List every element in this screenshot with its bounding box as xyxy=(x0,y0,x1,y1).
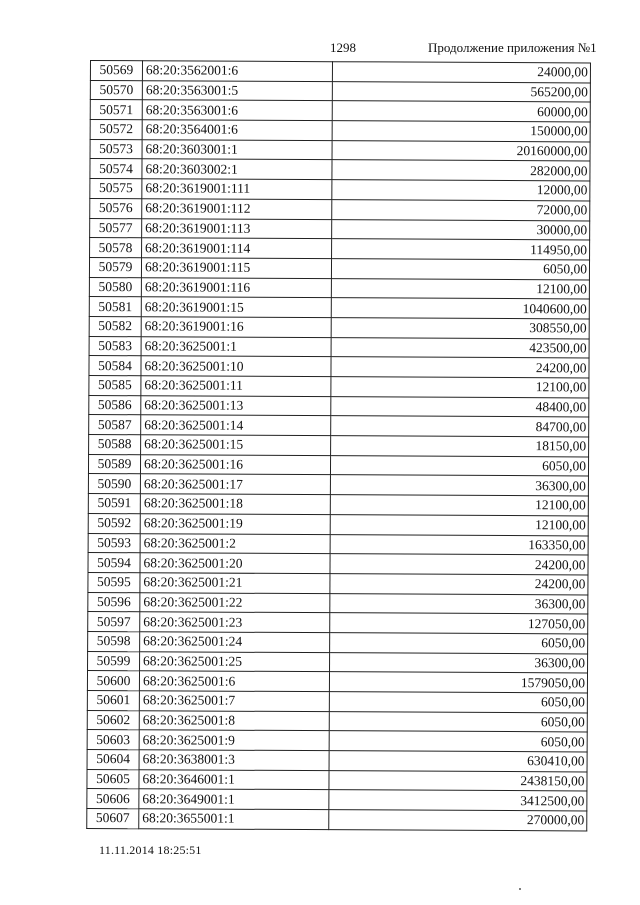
table-row xyxy=(87,690,587,712)
scan-speck xyxy=(519,888,521,890)
row-number-cell: 50586 xyxy=(89,395,141,415)
table-row xyxy=(90,238,590,260)
amount-cell: 1579050,00 xyxy=(329,672,587,693)
table-row xyxy=(90,100,590,122)
cadastral-number-cell: 68:20:3625001:9 xyxy=(139,730,329,751)
table-row xyxy=(87,809,587,831)
amount-cell: 2438150,00 xyxy=(329,770,587,791)
amount-cell: 1040600,00 xyxy=(331,298,589,319)
amount-cell: 36300,00 xyxy=(330,593,588,614)
cadastral-number-cell: 68:20:3603001:1 xyxy=(142,140,332,161)
row-number-cell: 50578 xyxy=(90,238,142,258)
cadastral-number-cell: 68:20:3625001:10 xyxy=(141,356,331,377)
cadastral-number-cell: 68:20:3625001:19 xyxy=(140,514,330,535)
cadastral-number-cell: 68:20:3625001:7 xyxy=(139,691,329,712)
cadastral-number-cell: 68:20:3619001:15 xyxy=(141,297,331,318)
cadastral-number-cell: 68:20:3638001:3 xyxy=(139,750,329,771)
table-row xyxy=(88,494,588,516)
row-number-cell: 50604 xyxy=(87,750,139,770)
cadastral-number-cell: 68:20:3625001:1 xyxy=(141,336,331,357)
amount-cell: 6050,00 xyxy=(330,633,588,654)
row-number-cell: 50597 xyxy=(88,612,140,632)
table-row xyxy=(88,513,588,535)
amount-cell: 60000,00 xyxy=(332,101,590,122)
amount-cell: 114950,00 xyxy=(332,239,590,260)
row-number-cell: 50571 xyxy=(90,100,142,120)
row-number-cell: 50599 xyxy=(88,651,140,671)
table-row xyxy=(90,80,590,102)
amount-cell: 282000,00 xyxy=(332,160,590,181)
table-row xyxy=(89,356,589,378)
cadastral-number-cell: 68:20:3625001:21 xyxy=(140,573,330,594)
amount-cell: 24200,00 xyxy=(330,554,588,575)
amount-cell: 150000,00 xyxy=(332,121,590,142)
row-number-cell: 50572 xyxy=(90,120,142,140)
amount-cell: 6050,00 xyxy=(329,731,587,752)
row-number-cell: 50592 xyxy=(88,513,140,533)
row-number-cell: 50579 xyxy=(89,257,141,277)
table-row xyxy=(87,671,587,693)
row-number-cell: 50596 xyxy=(88,592,140,612)
amount-cell: 48400,00 xyxy=(331,396,589,417)
cadastral-number-cell: 68:20:3649001:1 xyxy=(139,789,329,810)
row-number-cell: 50570 xyxy=(90,80,142,100)
row-number-cell: 50569 xyxy=(90,61,142,81)
table-row xyxy=(90,159,590,181)
row-number-cell: 50589 xyxy=(88,454,140,474)
cadastral-number-cell: 68:20:3625001:11 xyxy=(141,376,331,397)
row-number-cell: 50573 xyxy=(90,139,142,159)
table-row xyxy=(88,572,588,594)
table-row xyxy=(88,474,588,496)
row-number-cell: 50605 xyxy=(87,769,139,789)
amount-cell: 308550,00 xyxy=(331,318,589,339)
table-row xyxy=(89,297,589,319)
table-row xyxy=(87,769,587,791)
amount-cell: 12100,00 xyxy=(330,495,588,516)
row-number-cell: 50574 xyxy=(90,159,142,179)
row-number-cell: 50601 xyxy=(87,690,139,710)
amount-cell: 6050,00 xyxy=(330,455,588,476)
amount-cell: 24200,00 xyxy=(330,574,588,595)
cadastral-number-cell: 68:20:3603002:1 xyxy=(142,159,332,180)
row-number-cell: 50607 xyxy=(87,809,139,829)
table-row xyxy=(88,612,588,634)
table-row xyxy=(89,435,589,457)
table-row xyxy=(88,454,588,476)
amount-cell: 6050,00 xyxy=(329,711,587,732)
table-row xyxy=(88,651,588,673)
table-row xyxy=(90,218,590,240)
table-row xyxy=(90,198,590,220)
table-row xyxy=(87,730,587,752)
amount-cell: 3412500,00 xyxy=(329,790,587,811)
table-row xyxy=(89,395,589,417)
row-number-cell: 50600 xyxy=(87,671,139,691)
cadastral-number-cell: 68:20:3625001:22 xyxy=(140,592,330,613)
cadastral-number-cell: 68:20:3625001:18 xyxy=(140,494,330,515)
row-number-cell: 50588 xyxy=(89,435,141,455)
cadastral-number-cell: 68:20:3625001:2 xyxy=(140,533,330,554)
row-number-cell: 50580 xyxy=(89,277,141,297)
cadastral-number-cell: 68:20:3625001:6 xyxy=(139,671,329,692)
row-number-cell: 50583 xyxy=(89,336,141,356)
table-row xyxy=(87,789,587,811)
amount-cell: 36300,00 xyxy=(330,475,588,496)
row-number-cell: 50606 xyxy=(87,789,139,809)
amount-cell: 12100,00 xyxy=(331,377,589,398)
table-row xyxy=(88,631,588,653)
amount-cell: 6050,00 xyxy=(329,692,587,713)
row-number-cell: 50591 xyxy=(88,494,140,514)
row-number-cell: 50594 xyxy=(88,553,140,573)
row-number-cell: 50595 xyxy=(88,572,140,592)
cadastral-number-cell: 68:20:3625001:14 xyxy=(141,415,331,436)
row-number-cell: 50593 xyxy=(88,533,140,553)
table-row xyxy=(88,592,588,614)
cadastral-number-cell: 68:20:3625001:17 xyxy=(140,474,330,495)
table-row xyxy=(89,336,589,358)
cadastral-number-cell: 68:20:3655001:1 xyxy=(139,809,329,830)
table-row xyxy=(90,139,590,161)
cadastral-number-cell: 68:20:3625001:15 xyxy=(141,435,331,456)
table-row xyxy=(89,375,589,397)
row-number-cell: 50575 xyxy=(90,179,142,199)
cadastral-number-cell: 68:20:3563001:5 xyxy=(142,80,332,101)
row-number-cell: 50582 xyxy=(89,316,141,336)
cadastral-number-cell: 68:20:3625001:8 xyxy=(139,710,329,731)
cadastral-number-cell: 68:20:3564001:6 xyxy=(142,120,332,141)
table-row xyxy=(88,553,588,575)
row-number-cell: 50576 xyxy=(90,198,142,218)
table-body xyxy=(87,61,591,831)
row-number-cell: 50590 xyxy=(88,474,140,494)
amount-cell: 127050,00 xyxy=(330,613,588,634)
amount-cell: 12000,00 xyxy=(332,180,590,201)
amount-cell: 12100,00 xyxy=(331,278,589,299)
cadastral-number-cell: 68:20:3619001:114 xyxy=(142,238,332,259)
table-row xyxy=(90,120,590,142)
row-number-cell: 50581 xyxy=(89,297,141,317)
cadastral-number-cell: 68:20:3619001:113 xyxy=(142,218,332,239)
row-number-cell: 50584 xyxy=(89,356,141,376)
table-row xyxy=(90,179,590,201)
amount-cell: 20160000,00 xyxy=(332,140,590,161)
row-number-cell: 50587 xyxy=(89,415,141,435)
row-number-cell: 50577 xyxy=(90,218,142,238)
amount-cell: 24000,00 xyxy=(332,62,590,83)
amount-cell: 6050,00 xyxy=(331,259,589,280)
table-row xyxy=(87,750,587,772)
cadastral-number-cell: 68:20:3625001:20 xyxy=(140,553,330,574)
print-timestamp: 11.11.2014 18:25:51 xyxy=(99,843,202,857)
table-row xyxy=(88,533,588,555)
cadastral-number-cell: 68:20:3646001:1 xyxy=(139,769,329,790)
cadastral-number-cell: 68:20:3619001:111 xyxy=(142,179,332,200)
cadastral-number-cell: 68:20:3619001:115 xyxy=(141,258,331,279)
amount-cell: 12100,00 xyxy=(330,514,588,535)
amount-cell: 84700,00 xyxy=(331,416,589,437)
row-number-cell: 50598 xyxy=(88,631,140,651)
amount-cell: 30000,00 xyxy=(332,219,590,240)
cadastral-number-cell: 68:20:3619001:116 xyxy=(141,277,331,298)
cadastral-number-cell: 68:20:3625001:24 xyxy=(140,632,330,653)
amount-cell: 163350,00 xyxy=(330,534,588,555)
table-row xyxy=(89,316,589,338)
cadastral-number-cell: 68:20:3563001:6 xyxy=(142,100,332,121)
row-number-cell: 50585 xyxy=(89,375,141,395)
appendix-caption: Продолжение приложения №1 xyxy=(428,40,597,55)
cadastral-value-table xyxy=(86,60,591,831)
table-row xyxy=(89,277,589,299)
table-row xyxy=(87,710,587,732)
table-row xyxy=(89,415,589,437)
amount-cell: 18150,00 xyxy=(331,436,589,457)
cadastral-number-cell: 68:20:3562001:6 xyxy=(142,61,332,82)
amount-cell: 72000,00 xyxy=(332,199,590,220)
cadastral-number-cell: 68:20:3625001:13 xyxy=(141,395,331,416)
amount-cell: 630410,00 xyxy=(329,751,587,772)
cadastral-number-cell: 68:20:3619001:112 xyxy=(142,199,332,220)
cadastral-number-cell: 68:20:3625001:25 xyxy=(140,651,330,672)
page-number: 1298 xyxy=(330,40,356,55)
table-row xyxy=(89,257,589,279)
cadastral-number-cell: 68:20:3619001:16 xyxy=(141,317,331,338)
row-number-cell: 50603 xyxy=(87,730,139,750)
cadastral-number-cell: 68:20:3625001:23 xyxy=(140,612,330,633)
cadastral-number-cell: 68:20:3625001:16 xyxy=(140,455,330,476)
row-number-cell: 50602 xyxy=(87,710,139,730)
amount-cell: 423500,00 xyxy=(331,337,589,358)
cadastral-table-container xyxy=(86,60,590,831)
amount-cell: 565200,00 xyxy=(332,81,590,102)
amount-cell: 270000,00 xyxy=(329,810,587,831)
amount-cell: 24200,00 xyxy=(331,357,589,378)
amount-cell: 36300,00 xyxy=(330,652,588,673)
table-row xyxy=(90,61,590,83)
